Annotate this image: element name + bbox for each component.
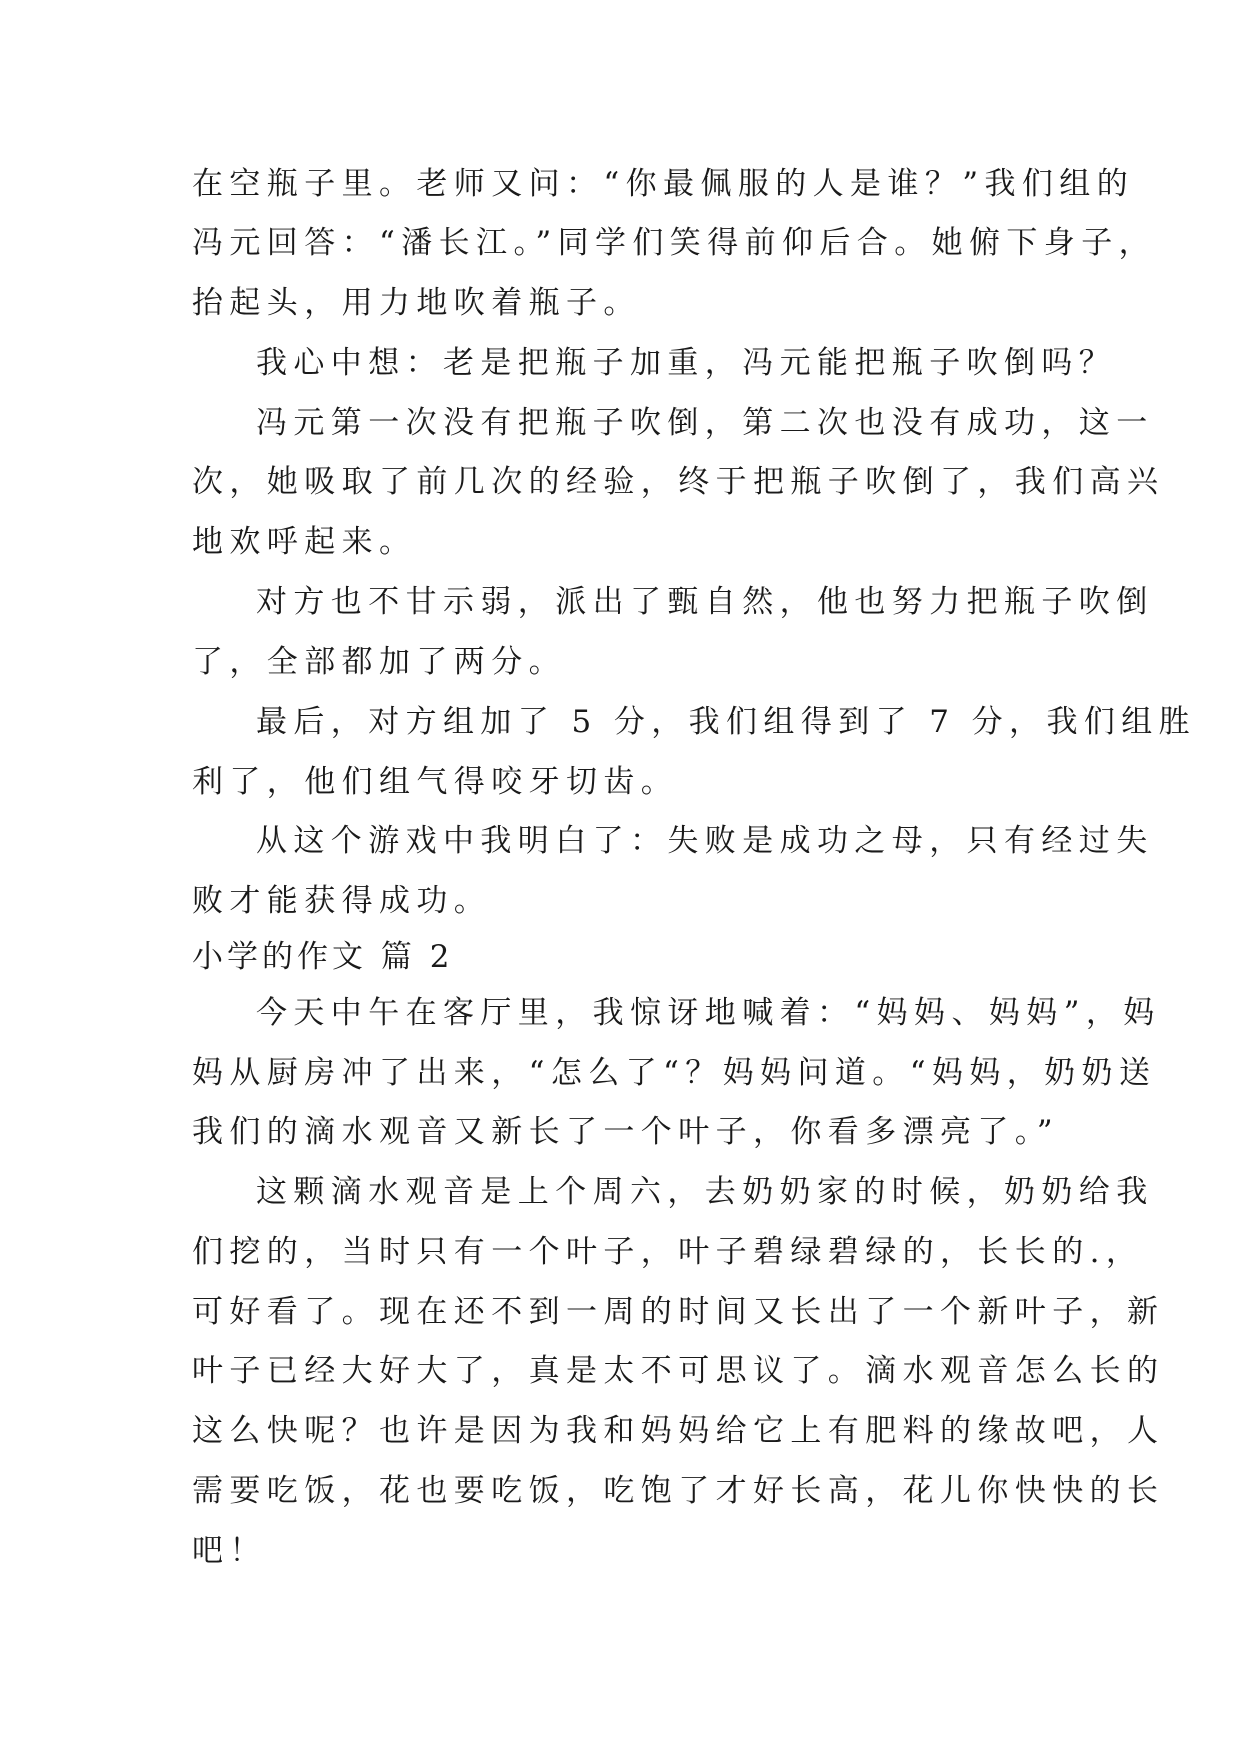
paragraph-first-line: 最后，对方组加了 5 分，我们组得到了 7 分，我们组胜	[256, 704, 1197, 740]
text-line: 地欢呼起来。	[192, 524, 417, 560]
paragraph-first-line: 冯元第一次没有把瓶子吹倒，第二次也没有成功，这一	[256, 405, 1154, 441]
text-line: 败才能获得成功。	[192, 883, 492, 919]
text-line: 冯元回答：“潘长江。”同学们笑得前仰后合。她俯下身子，	[192, 225, 1156, 261]
text-line: 在空瓶子里。老师又问：“你最佩服的人是谁？”我们组的	[192, 166, 1135, 202]
text-line: 利了，他们组气得咬牙切齿。	[192, 764, 679, 800]
text-line: 可好看了。现在还不到一周的时间又长出了一个新叶子，新	[192, 1294, 1165, 1330]
text-line: 吧！	[192, 1533, 267, 1569]
paragraph-first-line: 这颗滴水观音是上个周六，去奶奶家的时候，奶奶给我	[256, 1174, 1154, 1210]
text-line: 叶子已经大好大了，真是太不可思议了。滴水观音怎么长的	[192, 1353, 1165, 1389]
text-line: 次，她吸取了前几次的经验，终于把瓶子吹倒了，我们高兴	[192, 464, 1165, 500]
text-line: 妈从厨房冲了出来，“怎么了“？妈妈问道。“妈妈，奶奶送	[192, 1055, 1157, 1091]
text-line: 抬起头，用力地吹着瓶子。	[192, 285, 641, 321]
paragraph-first-line: 我心中想：老是把瓶子加重，冯元能把瓶子吹倒吗？	[256, 345, 1117, 381]
text-line: 了，全部都加了两分。	[192, 644, 566, 680]
paragraph-first-line: 今天中午在客厅里，我惊讶地喊着：“妈妈、妈妈”，妈	[256, 995, 1161, 1031]
paragraph-first-line: 从这个游戏中我明白了：失败是成功之母，只有经过失	[256, 823, 1154, 859]
section-heading: 小学的作文 篇 2	[192, 939, 454, 975]
text-line: 需要吃饭，花也要吃饭，吃饱了才好长高，花儿你快快的长	[192, 1473, 1165, 1509]
text-line: 我们的滴水观音又新长了一个叶子，你看多漂亮了。”	[192, 1114, 1059, 1150]
paragraph-first-line: 对方也不甘示弱，派出了甄自然，他也努力把瓶子吹倒	[256, 584, 1154, 620]
text-line: 这么快呢？也许是因为我和妈妈给它上有肥料的缘故吧，人	[192, 1413, 1165, 1449]
text-line: 们挖的，当时只有一个叶子，叶子碧绿碧绿的，长长的.，	[192, 1234, 1144, 1270]
